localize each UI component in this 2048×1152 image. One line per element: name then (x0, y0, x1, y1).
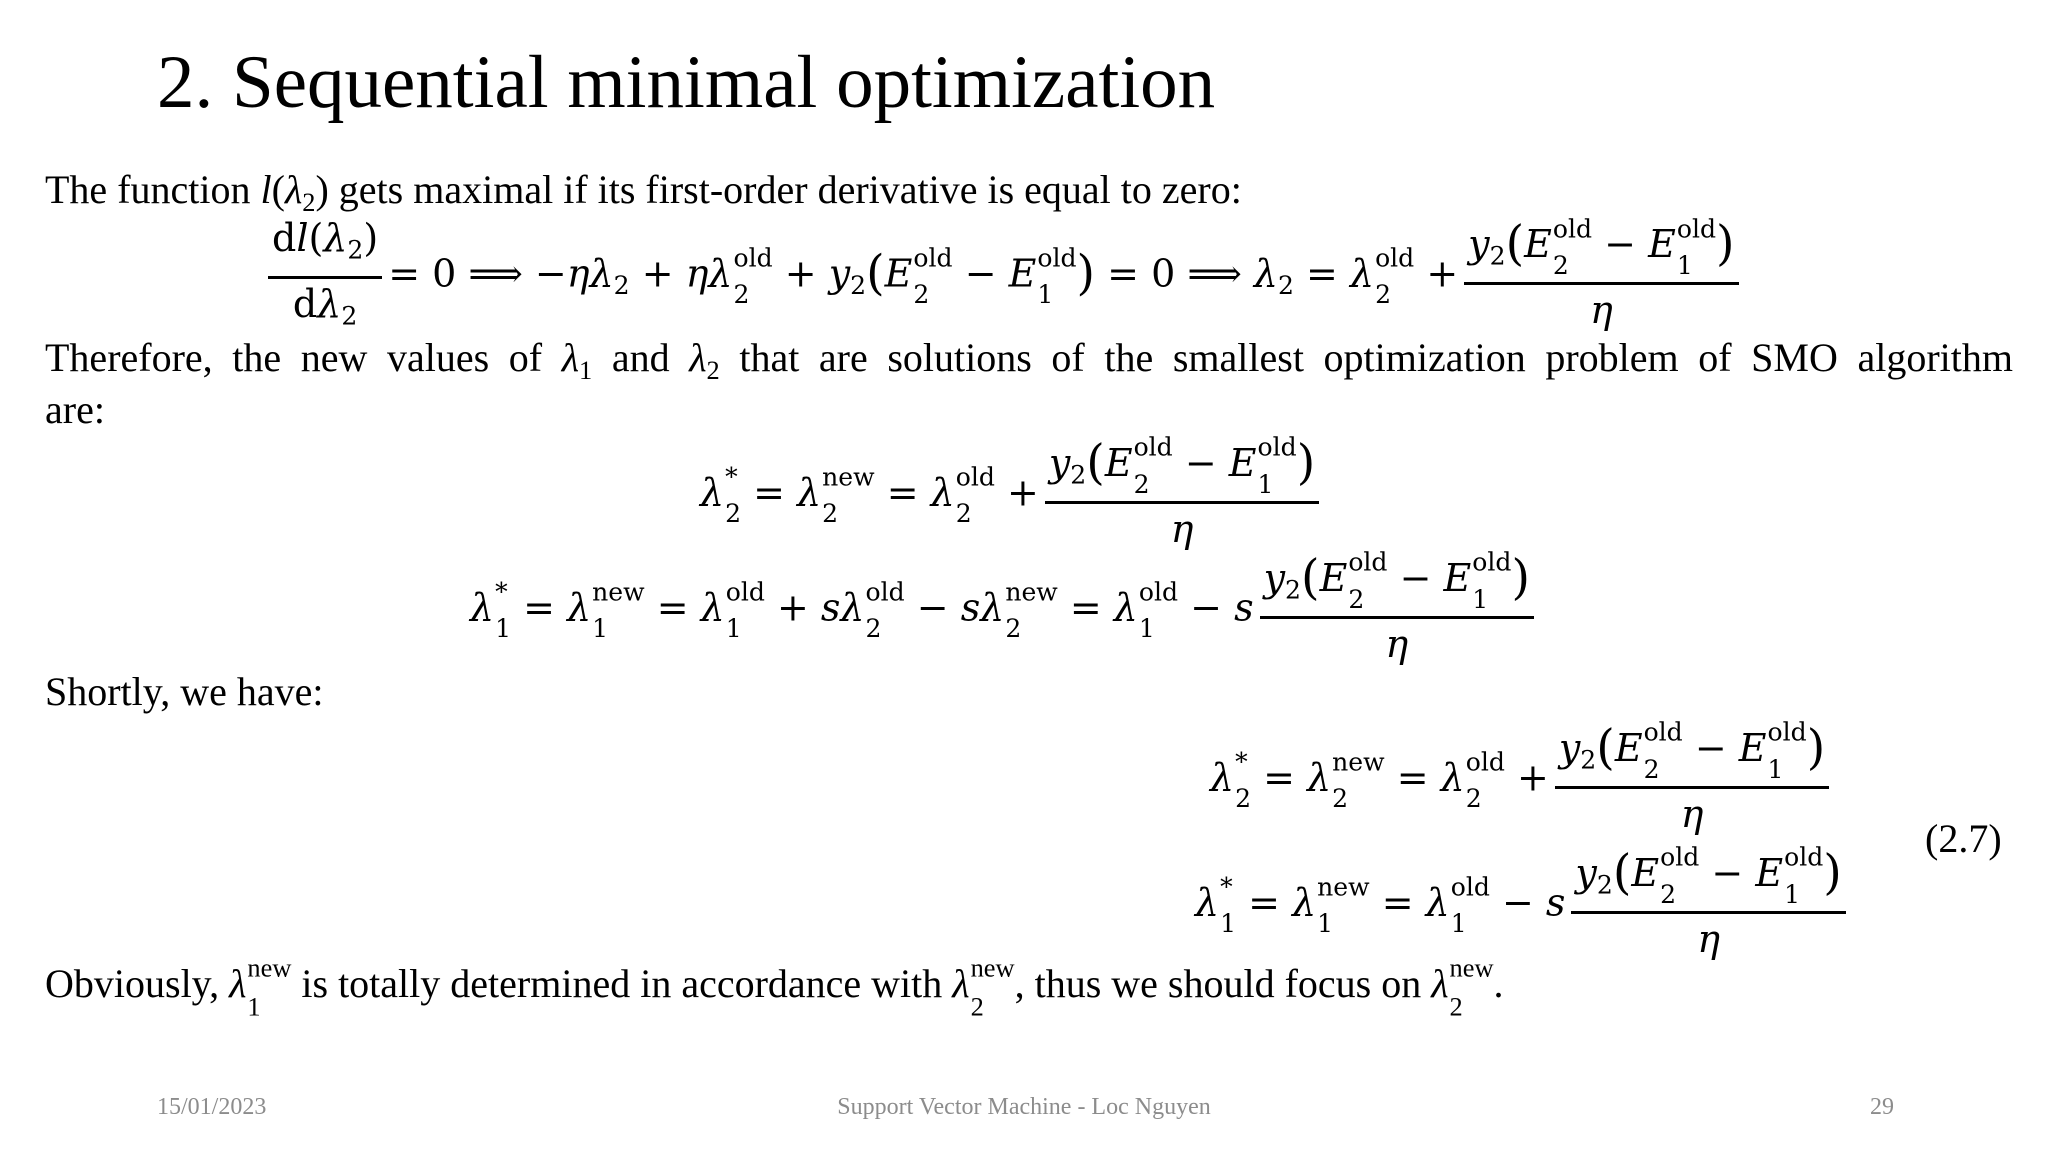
paragraph-derivative-intro: The function $l(\lambda_2)$ gets maximal if its first-order derivative is equal to zero: (45, 167, 1242, 217)
footer-date: 15/01/2023 (157, 1094, 267, 1120)
footer-page-number: 29 (1870, 1094, 1894, 1120)
equation-number: (2.7) (1925, 816, 2002, 861)
paragraph-shortly: Shortly, we have: (45, 669, 324, 714)
slide-title: 2. Sequential minimal optimization (157, 41, 1216, 124)
paragraph-conclusion: Obviously, λ new 1 is totally determined in accordance with λ new 2 , thus we should focus on λ new 2 . (45, 952, 1504, 1022)
equation-summary-lambda2: λ * 2 = λ new 2 = λ old 2 + $y_2(E$ old 2 − E old 1 ) η (1210, 725, 1835, 837)
equation-derivative: $\frac{dl(\lambda_2)}{d\lambda_2}$ = 0 ⟹ $-\eta\lambda_2 + \eta\lambda$ old 2 + $y_2(E$ old 2 − E old 1 ) = 0 ⟹ $\lambda_2 = \lambda$ old 2 + $y_2(E$ old 2 − E old 1 ) η (262, 215, 1745, 339)
equation-lambda2-star: λ * 2 = λ new 2 = λ old 2 + $y_2(E$ old 2 − E old 1 ) η (700, 440, 1325, 552)
paragraph-new-values: Therefore, the new values of $\lambda_1$ and $\lambda_2$ that are solutions of the smallest optimization problem of SMO algorithm (45, 335, 2013, 385)
paragraph-new-values-cont: are: (45, 387, 105, 432)
footer-title: Support Vector Machine - Loc Nguyen (837, 1094, 1211, 1120)
equation-lambda1-star: λ * 1 = λ new 1 = λ old 1 + sλ old 2 − sλ new 2 = λ old 1 − s $y_2(E$ old 2 − E old 1 ) η (470, 555, 1540, 667)
equation-summary-lambda1: λ * 1 = λ new 1 = λ old 1 − s $y_2(E$ old 2 − E old 1 ) η (1195, 850, 1852, 962)
